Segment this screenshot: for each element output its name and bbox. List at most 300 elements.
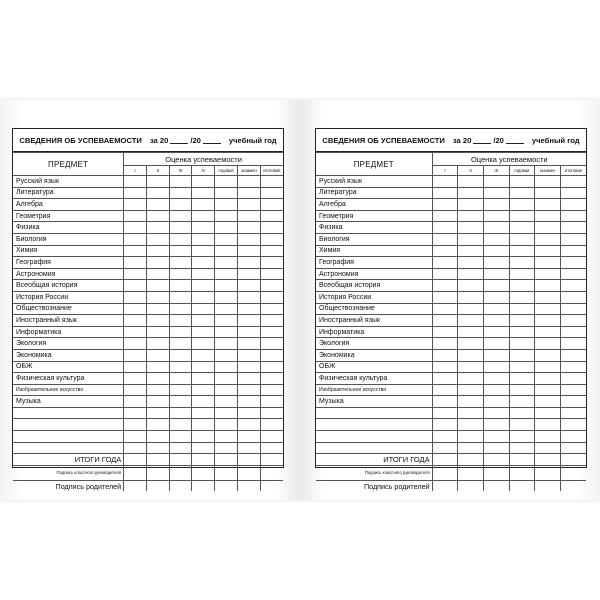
grade-cell[interactable] [146,407,169,419]
grade-cell[interactable] [237,431,260,443]
grade-cell[interactable] [432,245,458,257]
grade-cell[interactable] [169,210,192,222]
grade-cell[interactable] [458,396,484,408]
grade-cell[interactable] [192,257,215,269]
grade-cell[interactable] [192,431,215,443]
grade-cell[interactable] [237,291,260,303]
subject-name-blank[interactable] [316,407,432,419]
grade-cell[interactable] [560,233,586,245]
grade-cell[interactable] [260,338,283,350]
grade-cell[interactable] [192,373,215,385]
grade-cell[interactable] [458,407,484,419]
grade-cell[interactable] [432,257,458,269]
grade-cell[interactable] [237,268,260,280]
grade-cell[interactable] [535,442,561,454]
grade-cell[interactable] [169,268,192,280]
grade-cell[interactable] [237,349,260,361]
grade-cell[interactable] [192,199,215,211]
grade-cell[interactable] [260,442,283,454]
grade-cell[interactable] [458,361,484,373]
signature-cell[interactable] [509,465,535,480]
grade-cell[interactable] [215,176,238,188]
grade-cell[interactable] [509,315,535,327]
grade-cell[interactable] [509,291,535,303]
grade-cell[interactable] [237,442,260,454]
grade-cell[interactable] [192,222,215,234]
grade-cell[interactable] [432,396,458,408]
grade-cell[interactable] [146,431,169,443]
grade-cell[interactable] [260,315,283,327]
grade-cell[interactable] [458,349,484,361]
grade-cell[interactable] [146,187,169,199]
grade-cell[interactable] [169,187,192,199]
grade-cell[interactable] [124,419,147,431]
grade-cell[interactable] [535,291,561,303]
grade-cell[interactable] [192,384,215,396]
grade-cell[interactable] [215,349,238,361]
grade-cell[interactable] [260,373,283,385]
grade-cell[interactable] [560,245,586,257]
grade-cell[interactable] [124,291,147,303]
signature-cell[interactable] [535,465,561,480]
grade-cell[interactable] [458,176,484,188]
grade-cell[interactable] [146,315,169,327]
grade-cell[interactable] [215,315,238,327]
grade-cell[interactable] [260,268,283,280]
grade-cell[interactable] [124,303,147,315]
grade-cell[interactable] [483,326,509,338]
grade-cell[interactable] [146,210,169,222]
signature-cell[interactable] [535,480,561,491]
subject-name-blank[interactable] [316,442,432,454]
signature-cell[interactable] [192,465,215,480]
grade-cell[interactable] [146,326,169,338]
grade-cell[interactable] [432,233,458,245]
grade-cell[interactable] [237,419,260,431]
grade-cell[interactable] [509,210,535,222]
grade-cell[interactable] [432,291,458,303]
grade-cell[interactable] [432,210,458,222]
signature-cell[interactable] [260,480,283,491]
grade-cell[interactable] [458,315,484,327]
grade-cell[interactable] [215,199,238,211]
grade-cell[interactable] [124,233,147,245]
grade-cell[interactable] [146,257,169,269]
signature-cell[interactable] [169,480,192,491]
grade-cell[interactable] [169,338,192,350]
grade-cell[interactable] [432,187,458,199]
grade-cell[interactable] [432,349,458,361]
grade-cell[interactable] [124,407,147,419]
grade-cell[interactable] [169,384,192,396]
grade-cell[interactable] [458,431,484,443]
grade-cell[interactable] [215,419,238,431]
grade-cell[interactable] [483,268,509,280]
grade-cell[interactable] [192,326,215,338]
grade-cell[interactable] [535,384,561,396]
grade-cell[interactable] [458,257,484,269]
grade-cell[interactable] [509,407,535,419]
grade-cell[interactable] [192,245,215,257]
grade-cell[interactable] [237,315,260,327]
grade-cell[interactable] [237,187,260,199]
grade-cell[interactable] [509,257,535,269]
grade-cell[interactable] [458,442,484,454]
grade-cell[interactable] [535,187,561,199]
grade-cell[interactable] [535,245,561,257]
grade-cell[interactable] [124,210,147,222]
subject-name-blank[interactable] [13,407,124,419]
grade-cell[interactable] [260,361,283,373]
grade-cell[interactable] [260,384,283,396]
grade-cell[interactable] [237,210,260,222]
grade-cell[interactable] [124,315,147,327]
total-cell[interactable] [458,454,484,466]
grade-cell[interactable] [483,303,509,315]
total-cell[interactable] [169,454,192,466]
grade-cell[interactable] [124,442,147,454]
grade-cell[interactable] [260,257,283,269]
total-cell[interactable] [432,454,458,466]
grade-cell[interactable] [237,338,260,350]
grade-cell[interactable] [535,361,561,373]
signature-cell[interactable] [560,480,586,491]
grade-cell[interactable] [432,373,458,385]
grade-cell[interactable] [146,245,169,257]
grade-cell[interactable] [560,361,586,373]
grade-cell[interactable] [124,361,147,373]
grade-cell[interactable] [458,210,484,222]
grade-cell[interactable] [432,326,458,338]
grade-cell[interactable] [237,222,260,234]
grade-cell[interactable] [432,303,458,315]
signature-cell[interactable] [124,465,147,480]
grade-cell[interactable] [483,373,509,385]
grade-cell[interactable] [124,176,147,188]
grade-cell[interactable] [169,361,192,373]
signature-cell[interactable] [483,480,509,491]
total-cell[interactable] [560,454,586,466]
grade-cell[interactable] [509,303,535,315]
grade-cell[interactable] [560,280,586,292]
grade-cell[interactable] [260,419,283,431]
grade-cell[interactable] [458,199,484,211]
total-cell[interactable] [146,454,169,466]
signature-cell[interactable] [146,465,169,480]
grade-cell[interactable] [432,315,458,327]
grade-cell[interactable] [192,268,215,280]
grade-cell[interactable] [124,396,147,408]
grade-cell[interactable] [215,291,238,303]
grade-cell[interactable] [169,373,192,385]
grade-cell[interactable] [483,176,509,188]
total-cell[interactable] [215,454,238,466]
grade-cell[interactable] [458,233,484,245]
grade-cell[interactable] [535,210,561,222]
grade-cell[interactable] [458,268,484,280]
grade-cell[interactable] [560,291,586,303]
grade-cell[interactable] [509,384,535,396]
grade-cell[interactable] [560,210,586,222]
grade-cell[interactable] [483,396,509,408]
grade-cell[interactable] [458,384,484,396]
grade-cell[interactable] [509,396,535,408]
grade-cell[interactable] [458,326,484,338]
grade-cell[interactable] [432,176,458,188]
subject-name-blank[interactable] [13,419,124,431]
total-cell[interactable] [483,454,509,466]
grade-cell[interactable] [560,176,586,188]
grade-cell[interactable] [458,373,484,385]
grade-cell[interactable] [192,291,215,303]
grade-cell[interactable] [192,396,215,408]
grade-cell[interactable] [192,419,215,431]
grade-cell[interactable] [560,199,586,211]
signature-cell[interactable] [124,480,147,491]
grade-cell[interactable] [260,431,283,443]
grade-cell[interactable] [169,326,192,338]
grade-cell[interactable] [535,233,561,245]
grade-cell[interactable] [260,210,283,222]
grade-cell[interactable] [124,431,147,443]
signature-cell[interactable] [483,465,509,480]
grade-cell[interactable] [535,396,561,408]
signature-cell[interactable] [260,465,283,480]
grade-cell[interactable] [260,396,283,408]
total-cell[interactable] [192,454,215,466]
grade-cell[interactable] [458,419,484,431]
grade-cell[interactable] [192,233,215,245]
grade-cell[interactable] [509,373,535,385]
signature-cell[interactable] [509,480,535,491]
grade-cell[interactable] [215,373,238,385]
grade-cell[interactable] [432,407,458,419]
grade-cell[interactable] [260,245,283,257]
signature-cell[interactable] [432,480,458,491]
grade-cell[interactable] [535,407,561,419]
grade-cell[interactable] [237,280,260,292]
grade-cell[interactable] [192,210,215,222]
grade-cell[interactable] [146,384,169,396]
grade-cell[interactable] [169,257,192,269]
signature-cell[interactable] [146,480,169,491]
grade-cell[interactable] [560,303,586,315]
grade-cell[interactable] [260,222,283,234]
grade-cell[interactable] [260,407,283,419]
grade-cell[interactable] [169,315,192,327]
grade-cell[interactable] [483,187,509,199]
grade-cell[interactable] [237,361,260,373]
grade-cell[interactable] [237,373,260,385]
grade-cell[interactable] [237,303,260,315]
grade-cell[interactable] [560,396,586,408]
grade-cell[interactable] [124,349,147,361]
grade-cell[interactable] [146,303,169,315]
grade-cell[interactable] [146,222,169,234]
grade-cell[interactable] [192,176,215,188]
subject-name-blank[interactable] [316,431,432,443]
grade-cell[interactable] [146,199,169,211]
grade-cell[interactable] [124,326,147,338]
grade-cell[interactable] [560,326,586,338]
grade-cell[interactable] [432,280,458,292]
grade-cell[interactable] [215,303,238,315]
grade-cell[interactable] [560,222,586,234]
grade-cell[interactable] [458,280,484,292]
grade-cell[interactable] [169,222,192,234]
grade-cell[interactable] [560,373,586,385]
grade-cell[interactable] [146,268,169,280]
grade-cell[interactable] [215,222,238,234]
grade-cell[interactable] [124,338,147,350]
grade-cell[interactable] [215,431,238,443]
grade-cell[interactable] [509,222,535,234]
grade-cell[interactable] [237,257,260,269]
grade-cell[interactable] [535,373,561,385]
grade-cell[interactable] [124,280,147,292]
grade-cell[interactable] [215,210,238,222]
grade-cell[interactable] [237,176,260,188]
grade-cell[interactable] [560,315,586,327]
grade-cell[interactable] [124,257,147,269]
grade-cell[interactable] [483,257,509,269]
grade-cell[interactable] [535,222,561,234]
grade-cell[interactable] [124,199,147,211]
grade-cell[interactable] [215,280,238,292]
signature-cell[interactable] [215,465,238,480]
grade-cell[interactable] [260,233,283,245]
grade-cell[interactable] [169,419,192,431]
grade-cell[interactable] [432,384,458,396]
grade-cell[interactable] [535,257,561,269]
grade-cell[interactable] [535,268,561,280]
subject-name-blank[interactable] [316,419,432,431]
grade-cell[interactable] [432,268,458,280]
grade-cell[interactable] [483,210,509,222]
grade-cell[interactable] [509,349,535,361]
grade-cell[interactable] [483,384,509,396]
grade-cell[interactable] [192,361,215,373]
grade-cell[interactable] [169,245,192,257]
grade-cell[interactable] [560,384,586,396]
grade-cell[interactable] [169,349,192,361]
signature-cell[interactable] [169,465,192,480]
grade-cell[interactable] [169,396,192,408]
grade-cell[interactable] [146,419,169,431]
grade-cell[interactable] [169,407,192,419]
signature-cell[interactable] [432,465,458,480]
grade-cell[interactable] [215,245,238,257]
grade-cell[interactable] [509,268,535,280]
grade-cell[interactable] [215,338,238,350]
grade-cell[interactable] [215,326,238,338]
grade-cell[interactable] [483,349,509,361]
signature-cell[interactable] [458,465,484,480]
grade-cell[interactable] [509,176,535,188]
grade-cell[interactable] [432,199,458,211]
grade-cell[interactable] [237,407,260,419]
total-cell[interactable] [124,454,147,466]
grade-cell[interactable] [169,199,192,211]
grade-cell[interactable] [260,176,283,188]
grade-cell[interactable] [237,326,260,338]
grade-cell[interactable] [432,338,458,350]
grade-cell[interactable] [124,373,147,385]
grade-cell[interactable] [458,303,484,315]
signature-cell[interactable] [458,480,484,491]
signature-cell[interactable] [215,480,238,491]
grade-cell[interactable] [560,442,586,454]
grade-cell[interactable] [458,291,484,303]
grade-cell[interactable] [260,187,283,199]
signature-cell[interactable] [237,480,260,491]
grade-cell[interactable] [535,315,561,327]
grade-cell[interactable] [483,419,509,431]
grade-cell[interactable] [535,349,561,361]
grade-cell[interactable] [432,442,458,454]
grade-cell[interactable] [146,233,169,245]
grade-cell[interactable] [560,268,586,280]
grade-cell[interactable] [509,361,535,373]
grade-cell[interactable] [483,291,509,303]
grade-cell[interactable] [560,431,586,443]
grade-cell[interactable] [192,303,215,315]
grade-cell[interactable] [509,233,535,245]
grade-cell[interactable] [146,291,169,303]
grade-cell[interactable] [483,431,509,443]
grade-cell[interactable] [535,431,561,443]
grade-cell[interactable] [192,315,215,327]
total-cell[interactable] [535,454,561,466]
grade-cell[interactable] [169,280,192,292]
grade-cell[interactable] [237,233,260,245]
grade-cell[interactable] [432,431,458,443]
grade-cell[interactable] [260,303,283,315]
signature-cell[interactable] [560,465,586,480]
signature-cell[interactable] [192,480,215,491]
grade-cell[interactable] [535,419,561,431]
grade-cell[interactable] [509,326,535,338]
grade-cell[interactable] [192,187,215,199]
grade-cell[interactable] [560,407,586,419]
grade-cell[interactable] [124,222,147,234]
grade-cell[interactable] [215,442,238,454]
grade-cell[interactable] [192,338,215,350]
grade-cell[interactable] [215,361,238,373]
grade-cell[interactable] [260,280,283,292]
grade-cell[interactable] [192,349,215,361]
grade-cell[interactable] [192,442,215,454]
grade-cell[interactable] [432,222,458,234]
grade-cell[interactable] [169,431,192,443]
grade-cell[interactable] [215,233,238,245]
grade-cell[interactable] [124,187,147,199]
grade-cell[interactable] [124,384,147,396]
grade-cell[interactable] [146,176,169,188]
grade-cell[interactable] [237,245,260,257]
grade-cell[interactable] [432,361,458,373]
grade-cell[interactable] [169,303,192,315]
grade-cell[interactable] [483,338,509,350]
grade-cell[interactable] [560,349,586,361]
grade-cell[interactable] [509,280,535,292]
grade-cell[interactable] [483,280,509,292]
grade-cell[interactable] [483,361,509,373]
grade-cell[interactable] [260,326,283,338]
grade-cell[interactable] [535,338,561,350]
grade-cell[interactable] [535,199,561,211]
grade-cell[interactable] [237,384,260,396]
